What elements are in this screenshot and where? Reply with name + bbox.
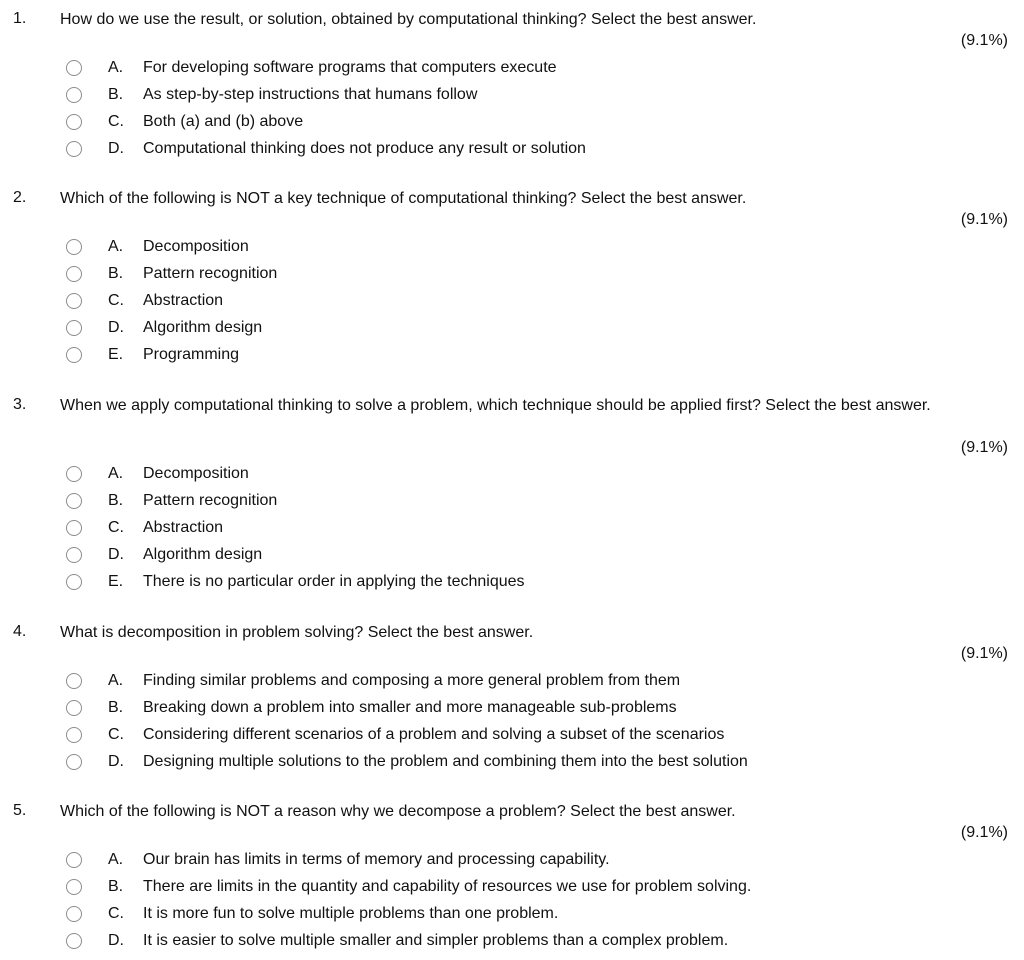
option-d[interactable] (66, 544, 263, 566)
option-text: Decomposition (143, 465, 249, 482)
radio-button[interactable] (66, 727, 82, 743)
question-number: 5. (13, 802, 27, 819)
option-text: Pattern recognition (143, 265, 278, 282)
option-text: Abstraction (143, 292, 224, 309)
option-d[interactable] (66, 138, 586, 160)
option-a[interactable] (66, 670, 681, 692)
option-text: Our brain has limits in terms of memory and processing capability. (143, 851, 610, 868)
option-text: For developing software programs that computers execute (143, 59, 557, 76)
option-letter: B. (108, 265, 124, 282)
option-c[interactable] (66, 290, 224, 312)
option-letter: D. (108, 319, 124, 336)
option-e[interactable] (66, 344, 240, 366)
question-text: Which of the following is NOT a key technique of computational thinking? Select the best answer. (60, 190, 747, 207)
option-text: Finding similar problems and composing a more general problem from them (143, 672, 681, 689)
question-text: What is decomposition in problem solving? Select the best answer. (60, 624, 534, 641)
option-letter: C. (108, 113, 124, 130)
option-a[interactable] (66, 236, 249, 258)
question-number: 2. (13, 189, 27, 206)
radio-button[interactable] (66, 879, 82, 895)
radio-button[interactable] (66, 60, 82, 76)
option-d[interactable] (66, 930, 729, 952)
question-number: 4. (13, 623, 27, 640)
option-c[interactable] (66, 903, 559, 925)
option-letter: B. (108, 699, 124, 716)
option-letter: E. (108, 573, 124, 590)
radio-button[interactable] (66, 547, 82, 563)
question-number: 1. (13, 10, 27, 27)
question-weight: (9.1%) (960, 439, 1008, 456)
option-a[interactable] (66, 57, 557, 79)
option-letter: C. (108, 726, 124, 743)
option-text: As step-by-step instructions that humans follow (143, 86, 478, 103)
option-text: It is more fun to solve multiple problems than one problem. (143, 905, 559, 922)
option-text: Decomposition (143, 238, 249, 255)
option-letter: A. (108, 672, 124, 689)
radio-button[interactable] (66, 852, 82, 868)
option-letter: D. (108, 932, 124, 949)
question-weight: (9.1%) (960, 645, 1008, 662)
radio-button[interactable] (66, 673, 82, 689)
radio-button[interactable] (66, 347, 82, 363)
question-text: When we apply computational thinking to solve a problem, which technique should be applied first? Select the best answer. (60, 397, 931, 414)
option-b[interactable] (66, 490, 278, 512)
option-letter: C. (108, 519, 124, 536)
option-text: Breaking down a problem into smaller and more manageable sub-problems (143, 699, 677, 716)
option-c[interactable] (66, 111, 304, 133)
option-letter: A. (108, 851, 124, 868)
option-c[interactable] (66, 517, 224, 539)
option-text: Both (a) and (b) above (143, 113, 304, 130)
option-letter: D. (108, 753, 124, 770)
radio-button[interactable] (66, 293, 82, 309)
option-letter: C. (108, 292, 124, 309)
option-letter: D. (108, 140, 124, 157)
option-letter: D. (108, 546, 124, 563)
option-text: Programming (143, 346, 240, 363)
question-text: Which of the following is NOT a reason why we decompose a problem? Select the best answer. (60, 803, 736, 820)
option-letter: B. (108, 878, 124, 895)
question-weight: (9.1%) (960, 32, 1008, 49)
radio-button[interactable] (66, 906, 82, 922)
option-letter: A. (108, 59, 124, 76)
radio-button[interactable] (66, 574, 82, 590)
option-letter: C. (108, 905, 124, 922)
option-d[interactable] (66, 751, 748, 773)
radio-button[interactable] (66, 114, 82, 130)
radio-button[interactable] (66, 239, 82, 255)
radio-button[interactable] (66, 266, 82, 282)
option-text: There is no particular order in applying the techniques (143, 573, 525, 590)
option-letter: A. (108, 465, 124, 482)
option-b[interactable] (66, 876, 752, 898)
radio-button[interactable] (66, 141, 82, 157)
radio-button[interactable] (66, 754, 82, 770)
option-b[interactable] (66, 84, 478, 106)
option-text: Considering different scenarios of a problem and solving a subset of the scenarios (143, 726, 725, 743)
option-letter: B. (108, 492, 124, 509)
question-weight: (9.1%) (960, 824, 1008, 841)
question-text: How do we use the result, or solution, obtained by computational thinking? Select the best answer. (60, 11, 757, 28)
radio-button[interactable] (66, 466, 82, 482)
radio-button[interactable] (66, 493, 82, 509)
option-letter: B. (108, 86, 124, 103)
option-c[interactable] (66, 724, 725, 746)
option-letter: E. (108, 346, 124, 363)
option-text: Pattern recognition (143, 492, 278, 509)
option-letter: A. (108, 238, 124, 255)
option-b[interactable] (66, 697, 677, 719)
option-text: Designing multiple solutions to the problem and combining them into the best solution (143, 753, 748, 770)
question-number: 3. (13, 396, 27, 413)
option-text: Computational thinking does not produce any result or solution (143, 140, 586, 157)
option-e[interactable] (66, 571, 525, 593)
option-text: Abstraction (143, 519, 224, 536)
option-b[interactable] (66, 263, 278, 285)
option-a[interactable] (66, 463, 249, 485)
radio-button[interactable] (66, 933, 82, 949)
radio-button[interactable] (66, 320, 82, 336)
radio-button[interactable] (66, 700, 82, 716)
option-text: There are limits in the quantity and capability of resources we use for problem solving. (143, 878, 752, 895)
option-text: Algorithm design (143, 319, 263, 336)
option-a[interactable] (66, 849, 610, 871)
radio-button[interactable] (66, 520, 82, 536)
option-text: Algorithm design (143, 546, 263, 563)
option-text: It is easier to solve multiple smaller and simpler problems than a complex problem. (143, 932, 729, 949)
option-d[interactable] (66, 317, 263, 339)
question-weight: (9.1%) (960, 211, 1008, 228)
radio-button[interactable] (66, 87, 82, 103)
